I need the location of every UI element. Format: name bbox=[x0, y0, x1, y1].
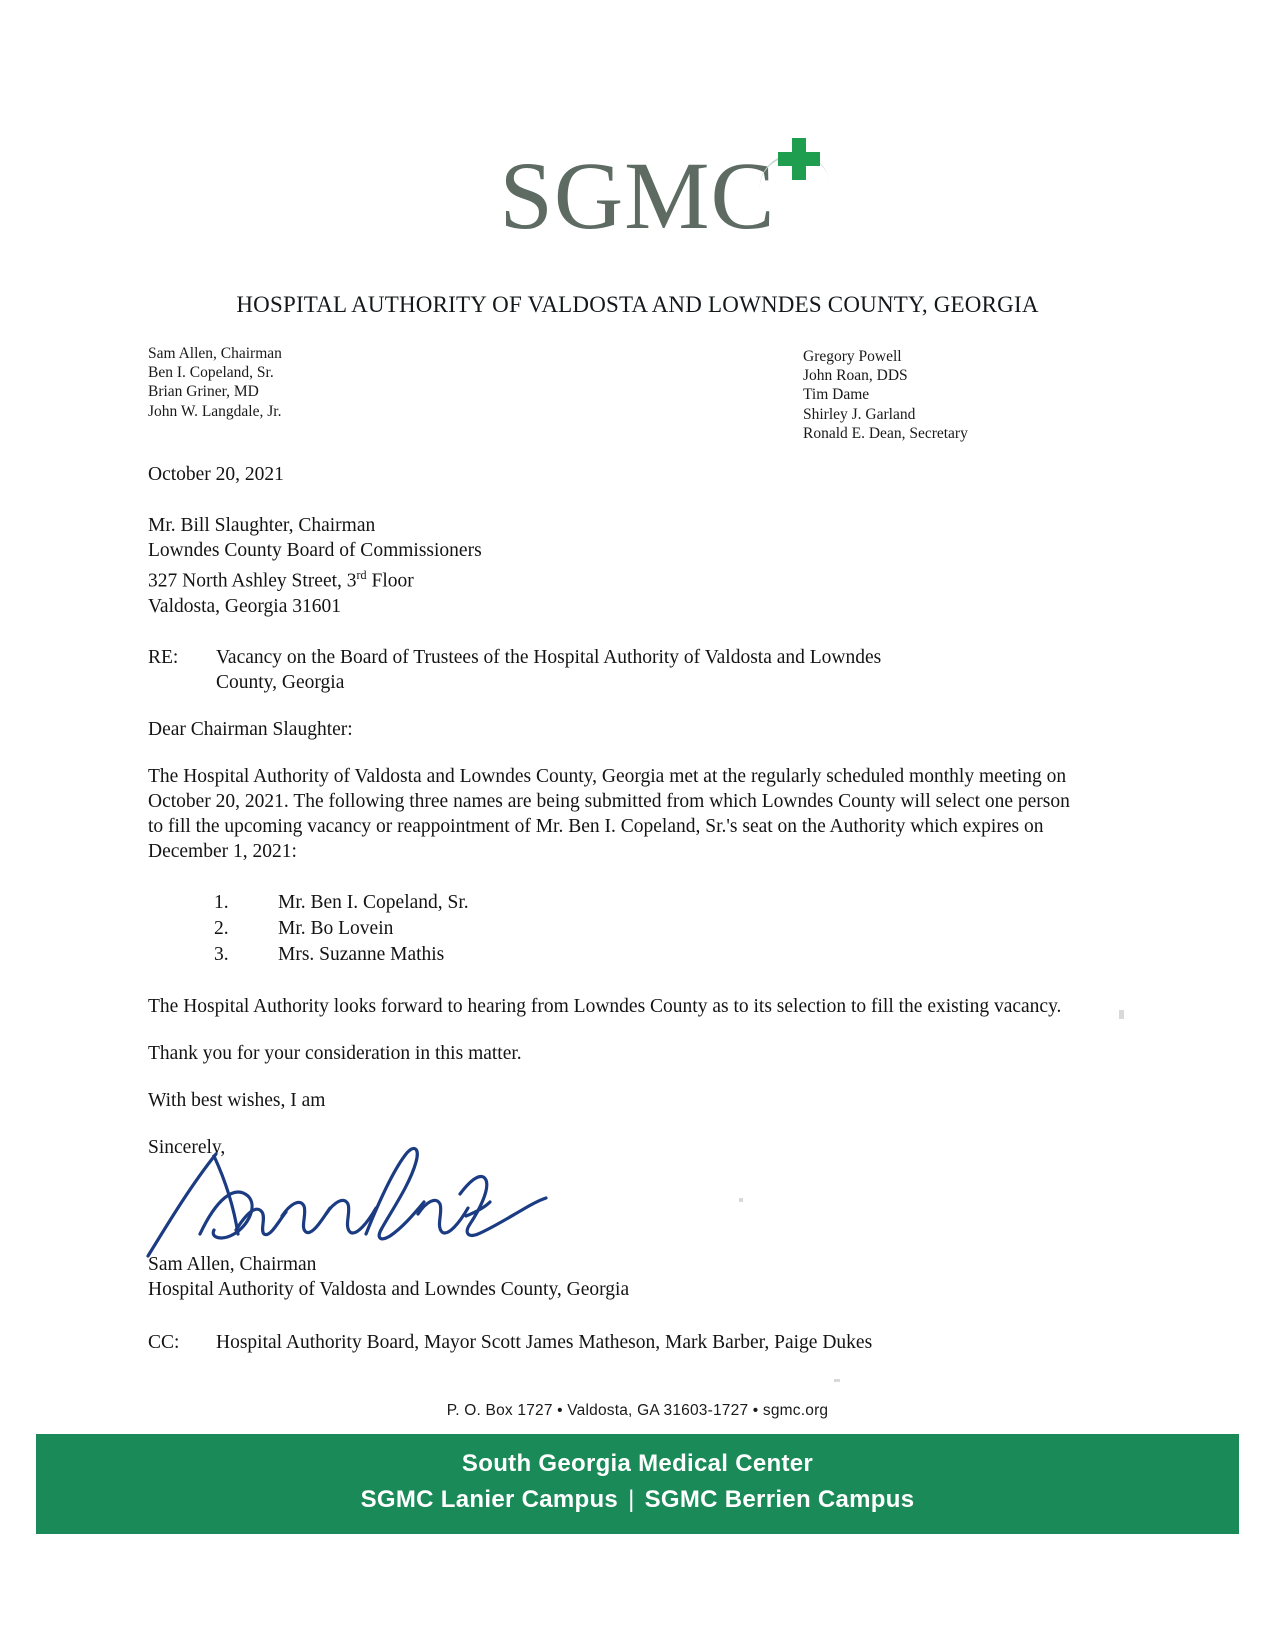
scan-artifact bbox=[1119, 1010, 1124, 1019]
medical-cross-icon bbox=[778, 138, 820, 180]
signature-image bbox=[130, 1138, 550, 1268]
board-member: Gregory Powell bbox=[803, 348, 902, 365]
board-member: John Roan, DDS bbox=[803, 367, 908, 385]
signer-organization: Hospital Authority of Valdosta and Lowndes County, Georgia bbox=[148, 1278, 630, 1300]
nominee-list bbox=[148, 890, 1088, 968]
nominee-name: Mrs. Suzanne Mathis bbox=[278, 943, 445, 965]
nominee-number: 3. bbox=[214, 943, 229, 965]
sgmc-wordmark bbox=[499, 142, 776, 249]
sgmc-logo bbox=[0, 142, 1275, 268]
footer-campuses bbox=[36, 1486, 1239, 1514]
signature-area bbox=[148, 1156, 1088, 1252]
paragraph-4: With best wishes, I am bbox=[148, 1089, 326, 1111]
nominee-name: Mr. Bo Lovein bbox=[278, 917, 394, 939]
cc-line bbox=[148, 1330, 1088, 1355]
paragraph-3: Thank you for your consideration in this matter. bbox=[148, 1042, 522, 1064]
paragraph-2: The Hospital Authority looks forward to hearing from Lowndes County as to its selection to fill the existing vacancy. bbox=[148, 995, 1062, 1017]
nominee-number: 2. bbox=[214, 917, 229, 939]
footer-contact: P. O. Box 1727 • Valdosta, GA 31603-1727 • sgmc.org bbox=[446, 1402, 829, 1419]
cc-recipients: Hospital Authority Board, Mayor Scott James Matheson, Mark Barber, Paige Dukes bbox=[216, 1331, 873, 1353]
letter-body bbox=[148, 462, 1088, 1355]
closing: Sincerely, bbox=[148, 1136, 226, 1158]
subject-line bbox=[148, 645, 1088, 695]
subject-text-line2: County, Georgia bbox=[216, 671, 345, 693]
board-member: Ronald E. Dean, Secretary bbox=[803, 424, 968, 442]
cc-label: CC: bbox=[148, 1331, 180, 1353]
recipient-street-ordinal: rd bbox=[356, 568, 367, 582]
recipient-street-suffix: Floor bbox=[366, 570, 414, 592]
recipient-line: Mr. Bill Slaughter, Chairman bbox=[148, 515, 376, 536]
list-item bbox=[214, 942, 1088, 968]
list-item bbox=[214, 916, 1088, 942]
footer-campus-berrien: SGMC Berrien Campus bbox=[644, 1486, 915, 1513]
nominee-number: 1. bbox=[214, 891, 229, 913]
recipient-line: Lowndes County Board of Commissioners bbox=[148, 540, 482, 561]
board-members-right-column bbox=[803, 347, 968, 443]
page-title: HOSPITAL AUTHORITY OF VALDOSTA AND LOWNDES COUNTY, GEORGIA bbox=[236, 292, 1039, 317]
board-member: Sam Allen, Chairman bbox=[148, 345, 282, 362]
scan-artifact bbox=[739, 1198, 743, 1202]
board-member: Tim Dame bbox=[803, 386, 870, 404]
nominee-name: Mr. Ben I. Copeland, Sr. bbox=[278, 891, 469, 913]
board-member: Shirley J. Garland bbox=[803, 405, 916, 423]
salutation: Dear Chairman Slaughter: bbox=[148, 718, 353, 740]
board-member: John W. Langdale, Jr. bbox=[148, 402, 282, 420]
subject-text bbox=[216, 645, 1088, 695]
board-member: Brian Griner, MD bbox=[148, 383, 259, 401]
footer-banner bbox=[36, 1434, 1239, 1534]
footer-campus-lanier: SGMC Lanier Campus bbox=[360, 1486, 619, 1513]
subject-text-line1: Vacancy on the Board of Trustees of the Hospital Authority of Valdosta and Lowndes bbox=[216, 646, 882, 668]
subject-label: RE: bbox=[148, 646, 179, 668]
scan-artifact bbox=[834, 1379, 840, 1382]
list-item bbox=[214, 890, 1088, 916]
footer-separator: | bbox=[628, 1486, 635, 1513]
letter-date: October 20, 2021 bbox=[148, 464, 284, 485]
sgmc-wordmark-text: SGMC bbox=[499, 142, 776, 249]
board-member: Ben I. Copeland, Sr. bbox=[148, 364, 274, 382]
recipient-address bbox=[148, 513, 1088, 619]
signer-name: Sam Allen, Chairman bbox=[148, 1253, 317, 1275]
footer-organization: South Georgia Medical Center bbox=[461, 1450, 814, 1477]
recipient-line: Valdosta, Georgia 31601 bbox=[148, 595, 341, 617]
paragraph-1: The Hospital Authority of Valdosta and Lowndes County, Georgia met at the regularly scheduled monthly meeting on October 20, 2021. The following three names are being submitted from which Lowndes County will select one person to fill the upcoming vacancy or reappointment of Mr. Ben I. Copeland, Sr.'s seat on the Authority which expires on December 1, 2021: bbox=[148, 765, 1070, 862]
board-members bbox=[148, 342, 1127, 452]
recipient-street-prefix: 327 North Ashley Street, 3 bbox=[148, 570, 357, 592]
board-members-left-column bbox=[148, 344, 282, 421]
recipient-line bbox=[148, 563, 1088, 594]
